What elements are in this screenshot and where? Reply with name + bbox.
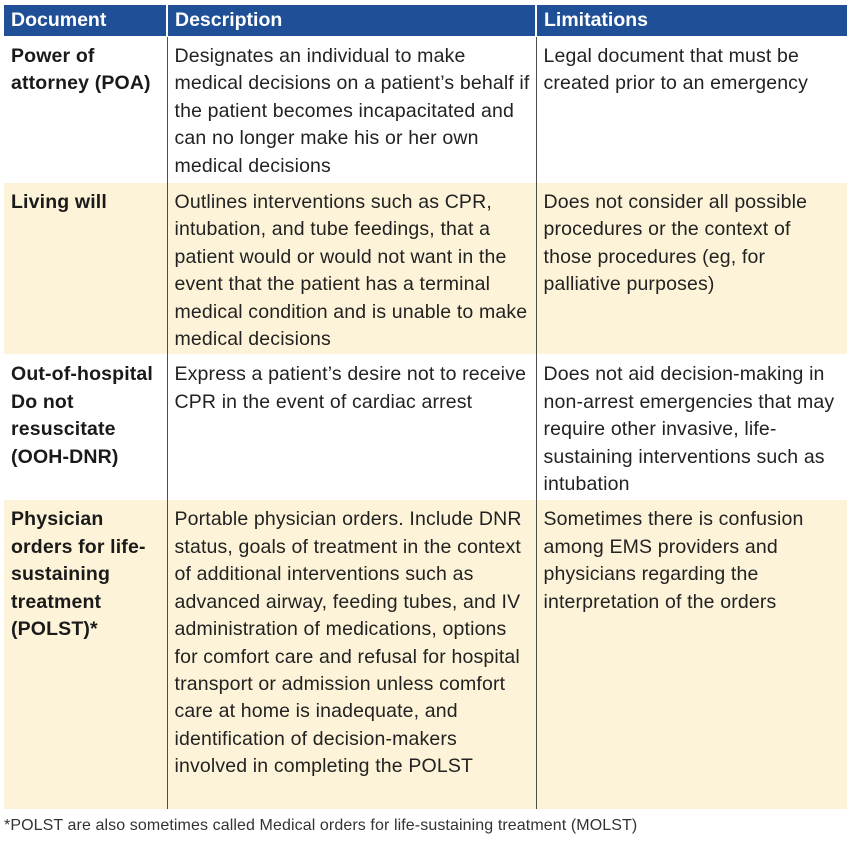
limitations-cell: Does not consider all possible procedures or the context of those procedures (eg, for palliative purposes) bbox=[536, 183, 847, 355]
table-row-ooh-dnr bbox=[4, 355, 847, 500]
table-row-living-will bbox=[4, 183, 847, 355]
document-cell: Living will bbox=[4, 183, 167, 355]
column-header-limitations: Limitations bbox=[536, 5, 847, 37]
table-row-polst bbox=[4, 500, 847, 810]
description-cell: Designates an individual to make medical decisions on a patient’s behalf if the patient becomes incapacitated and can no longer make his or her own medical decisions bbox=[167, 37, 536, 183]
limitations-cell: Does not aid decision-making in non-arrest emergencies that may require other invasive, life-sustaining interventions such as intubation bbox=[536, 355, 847, 500]
document-cell: Out-of-hospital Do not resuscitate (OOH-DNR) bbox=[4, 355, 167, 500]
limitations-cell: Sometimes there is confusion among EMS providers and physicians regarding the interpretation of the orders bbox=[536, 500, 847, 810]
description-cell: Outlines interventions such as CPR, intubation, and tube feedings, that a patient would or would not want in the event that the patient has a terminal medical condition and is unable to make medical decisions bbox=[167, 183, 536, 355]
document-cell: Physician orders for life-sustaining treatment (POLST)* bbox=[4, 500, 167, 810]
limitations-cell: Legal document that must be created prior to an emergency bbox=[536, 37, 847, 183]
advance-directives-table bbox=[4, 5, 847, 809]
column-header-description: Description bbox=[167, 5, 536, 37]
document-cell: Power of attorney (POA) bbox=[4, 37, 167, 183]
description-cell: Portable physician orders. Include DNR status, goals of treatment in the context of additional interventions such as advanced airway, feeding tubes, and IV administration of medications, options for comfort care and refusal for hospital transport or admission unless comfort care at home is inadequate, and identification of decision-makers involved in completing the POLST bbox=[167, 500, 536, 810]
column-header-document: Document bbox=[4, 5, 167, 37]
table-row-poa bbox=[4, 37, 847, 183]
table-header-row bbox=[4, 5, 847, 37]
table-footnote: *POLST are also sometimes called Medical orders for life-sustaining treatment (MOLST) bbox=[4, 817, 638, 834]
description-cell: Express a patient’s desire not to receive CPR in the event of cardiac arrest bbox=[167, 355, 536, 500]
